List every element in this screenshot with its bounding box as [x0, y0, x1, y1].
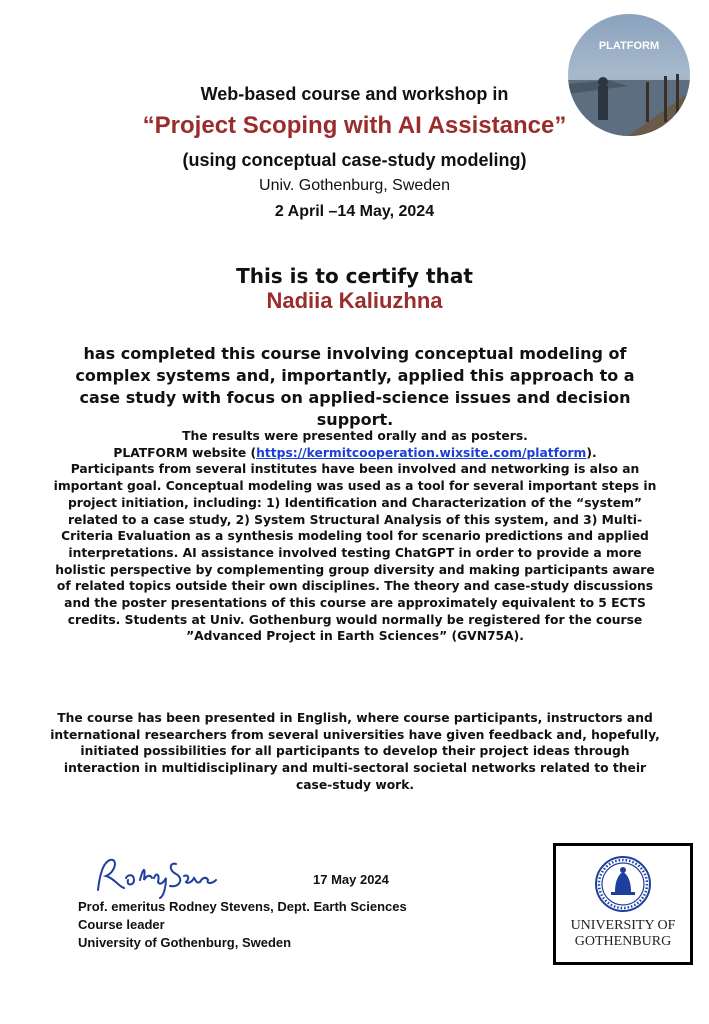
university-logo — [553, 843, 693, 965]
course-venue: Univ. Gothenburg, Sweden — [259, 177, 450, 194]
university-name — [556, 918, 690, 950]
course-subtitle: (using conceptual case-study modeling) — [182, 150, 527, 170]
signer-affiliation: University of Gothenburg, Sweden — [78, 935, 292, 950]
certify-text: This is to certify that — [236, 264, 473, 288]
completion-statement: has completed this course involving conceptual modeling of complex systems and, importantly, applied this approach to a case study with focus on applied-science issues and decision support. — [75, 344, 635, 429]
signature-scribble — [90, 852, 220, 902]
university-name-line1: UNIVERSITY OF — [570, 918, 676, 933]
signer-block — [78, 898, 407, 952]
results-line: The results were presented orally and as posters. — [182, 429, 528, 443]
course-feedback-paragraph: The course has been presented in English, where course participants, instructors and international researchers from several universities have given feedback and, hopefully, initiated possibilities for all participants to develop their project ideas through interaction in multidisciplinary and multi-sectoral societal networks related to their case-study work. — [50, 711, 660, 792]
university-seal-icon — [593, 854, 653, 914]
signer-name: Prof. emeritus Rodney Stevens, Dept. Earth Sciences — [78, 899, 407, 914]
description-paragraph: Participants from several institutes have been involved and networking is also an important goal. Conceptual modeling was used as a tool for several important steps in project initiation, including: 1) Identification and Characterization of the “system” related to a case study, 2) System Structural Analysis of this system, and 3) Multi-Criteria Evaluation as a synthesis modeling tool for scenario predictions and applied interpretations. AI assistance involved testing ChatGPT in order to provide a more holistic perspective by complementing group diversity and making participants aware of related topics outside their own disciplines. The theory and case-study discussions and the poster presentations of this course are approximately equivalent to 5 ECTS credits. Students at Univ. Gothenburg would normally be registered for the course ”Advanced Project in Earth Sciences” (GVN75A). — [53, 462, 657, 644]
course-dates: 2 April –14 May, 2024 — [274, 203, 435, 220]
recipient-name: Nadiia Kaliuzhna — [266, 288, 443, 313]
badge-label: PLATFORM — [598, 40, 660, 52]
course-description — [48, 428, 662, 645]
website-prefix: PLATFORM website ( — [113, 445, 257, 460]
course-title: “Project Scoping with AI Assistance” — [142, 112, 567, 139]
signature-date: 17 May 2024 — [313, 872, 389, 887]
course-intro: Web-based course and workshop in — [200, 84, 509, 104]
website-link[interactable]: https://kermitcooperation.wixsite.com/platform — [256, 445, 587, 460]
university-name-line2: GOTHENBURG — [574, 934, 672, 949]
website-line — [48, 445, 662, 462]
website-suffix: ). — [586, 445, 597, 460]
signer-role: Course leader — [78, 917, 165, 932]
